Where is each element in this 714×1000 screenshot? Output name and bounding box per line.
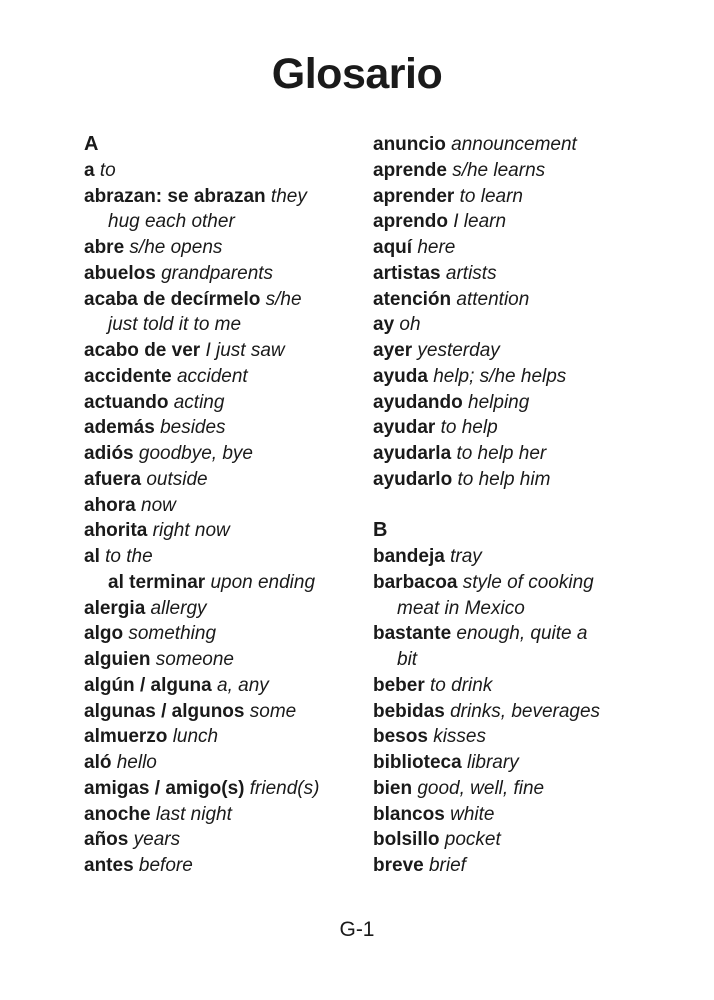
blank-line <box>373 493 600 519</box>
entry-definition: yesterday <box>417 340 500 361</box>
glossary-entry <box>373 338 600 364</box>
entry-definition: just told it to me <box>108 314 242 336</box>
glossary-entry <box>84 621 319 647</box>
entry-definition: upon ending <box>210 571 316 593</box>
glossary-entry <box>84 415 319 441</box>
entry-term: atención <box>373 288 452 310</box>
entry-term: aquí <box>373 237 413 258</box>
entry-definition: years <box>133 829 181 851</box>
entry-term: abre <box>84 237 125 258</box>
entry-term: aprender <box>373 185 455 207</box>
glossary-entry <box>373 544 600 570</box>
entry-term: alguien <box>84 649 151 670</box>
entry-term: abuelos <box>84 262 156 284</box>
glossary-entry <box>373 390 600 416</box>
entry-definition: someone <box>155 649 234 670</box>
entry-term: besos <box>373 726 428 748</box>
entry-definition: I just saw <box>205 340 285 361</box>
glossary-entry <box>373 467 600 493</box>
entry-term: ayudarlo <box>373 468 453 490</box>
entry-definition: here <box>417 237 456 258</box>
glossary-entry <box>373 699 600 725</box>
entry-term: algunas / algunos <box>84 700 245 722</box>
entry-term: ayuda <box>373 365 428 387</box>
glossary-entry <box>373 570 600 596</box>
entry-term: ayudar <box>373 417 436 439</box>
entry-definition: last night <box>155 803 232 825</box>
glossary-entry <box>84 390 319 416</box>
glossary-entry <box>373 827 600 853</box>
entry-definition: to help him <box>457 468 551 490</box>
glossary-entry-continuation <box>84 312 319 338</box>
entry-definition: outside <box>146 468 208 490</box>
entry-definition: drinks, beverages <box>450 700 601 722</box>
glossary-entry <box>84 802 319 828</box>
glossary-entry <box>84 158 319 184</box>
entry-term: beber <box>373 674 425 696</box>
entry-term: al <box>84 546 100 567</box>
glossary-entry-continuation <box>373 596 600 622</box>
entry-definition: right now <box>152 520 230 542</box>
entry-term: amigas / amigo(s) <box>84 777 245 799</box>
glossary-entry <box>84 853 319 879</box>
entry-term: ayudarla <box>373 443 452 464</box>
entry-definition: style of cooking <box>462 571 594 593</box>
glossary-column-right <box>373 132 600 879</box>
entry-definition: something <box>128 623 217 645</box>
entry-definition: s/he learns <box>452 159 546 181</box>
entry-definition: white <box>450 803 495 825</box>
entry-term: aprende <box>373 159 447 181</box>
glossary-entry <box>373 724 600 750</box>
glossary-entry <box>373 673 600 699</box>
glossary-entry <box>84 647 319 673</box>
entry-term: aprendo <box>373 211 448 233</box>
entry-term: ayer <box>373 340 413 361</box>
entry-definition: some <box>249 700 297 722</box>
page-number: G-1 <box>339 918 375 941</box>
glossary-entry <box>84 673 319 699</box>
glossary-entry <box>373 415 600 441</box>
entry-definition: artists <box>445 262 497 284</box>
glossary-entry <box>84 338 319 364</box>
entry-definition: they <box>270 185 307 207</box>
glossary-entry <box>373 312 600 338</box>
entry-definition: besides <box>160 417 226 439</box>
glossary-entry <box>373 158 600 184</box>
entry-term: ay <box>373 314 395 336</box>
entry-definition: to help her <box>456 443 547 464</box>
glossary-entry <box>84 261 319 287</box>
glossary-entry <box>84 518 319 544</box>
entry-definition: brief <box>428 855 466 876</box>
entry-definition: enough, quite a <box>456 623 588 645</box>
entry-term: al terminar <box>108 571 206 593</box>
entry-definition: allergy <box>150 597 207 619</box>
entry-term: ahora <box>84 494 136 516</box>
entry-definition: lunch <box>172 726 219 748</box>
entry-term: algún / alguna <box>84 674 212 696</box>
entry-term: artistas <box>373 262 441 284</box>
glossary-entry-continuation <box>373 647 600 673</box>
entry-term: bandeja <box>373 546 445 567</box>
entry-term: además <box>84 417 155 439</box>
entry-definition: helping <box>468 391 530 413</box>
entry-definition: good, well, fine <box>417 777 545 799</box>
entry-term: breve <box>373 855 424 876</box>
entry-definition: s/he opens <box>129 237 223 258</box>
entry-term: anuncio <box>373 134 446 155</box>
glossary-entry <box>373 184 600 210</box>
page-title: Glosario <box>271 50 443 98</box>
entry-term: antes <box>84 855 134 876</box>
entry-term: accidente <box>84 365 172 387</box>
entry-term: alergia <box>84 597 146 619</box>
entry-definition: library <box>466 752 519 773</box>
entry-term: actuando <box>84 391 169 413</box>
glossary-entry <box>373 364 600 390</box>
entry-term: bien <box>373 777 413 799</box>
entry-term: algo <box>84 623 124 645</box>
entry-term: biblioteca <box>373 752 462 773</box>
glossary-entry <box>84 750 319 776</box>
glossary-entry <box>373 235 600 261</box>
entry-term: a <box>84 159 95 181</box>
glossary-entry <box>84 184 319 210</box>
glossary-entry <box>373 621 600 647</box>
entry-definition: hug each other <box>108 211 235 233</box>
entry-definition: bit <box>397 649 418 670</box>
entry-term: abrazan: se abrazan <box>84 185 266 207</box>
glossary-entry <box>373 287 600 313</box>
glossary-entry <box>373 802 600 828</box>
entry-term: acaba de decírmelo <box>84 288 261 310</box>
entry-definition: acting <box>173 391 225 413</box>
entry-term: bebidas <box>373 700 445 722</box>
entry-definition: meat in Mexico <box>397 597 525 619</box>
entry-term: ayudando <box>373 391 463 413</box>
glossary-entry <box>373 776 600 802</box>
entry-definition: announcement <box>451 134 577 155</box>
entry-definition: kisses <box>433 726 486 748</box>
glossary-entry <box>84 441 319 467</box>
entry-definition: oh <box>399 314 421 336</box>
glossary-entry <box>84 827 319 853</box>
glossary-entry <box>84 699 319 725</box>
entry-term: bolsillo <box>373 829 440 851</box>
entry-term: blancos <box>373 803 445 825</box>
glossary-entry <box>373 261 600 287</box>
entry-definition: to <box>99 159 116 181</box>
entry-definition: accident <box>176 365 248 387</box>
entry-term: afuera <box>84 468 142 490</box>
entry-term: años <box>84 829 129 851</box>
entry-definition: hello <box>116 752 157 773</box>
entry-definition: goodbye, bye <box>138 443 253 464</box>
glossary-column-left <box>84 132 319 879</box>
entry-term: aló <box>84 752 112 773</box>
glossary-entry <box>84 544 319 570</box>
entry-definition: friend(s) <box>249 777 320 799</box>
glossary-entry <box>84 570 319 596</box>
entry-definition: help; s/he helps <box>433 365 567 387</box>
section-heading: B <box>373 519 388 542</box>
glossary-entry <box>84 364 319 390</box>
section-heading: A <box>84 133 99 155</box>
entry-term: bastante <box>373 623 452 645</box>
glossary-entry <box>84 776 319 802</box>
entry-definition: to drink <box>430 674 493 696</box>
entry-definition: to help <box>440 417 498 439</box>
glossary-entry <box>373 441 600 467</box>
entry-definition: before <box>138 855 193 876</box>
glossary-entry <box>373 132 600 158</box>
entry-term: acabo de ver <box>84 340 201 361</box>
entry-definition: pocket <box>444 829 501 851</box>
entry-definition: a, any <box>217 674 269 696</box>
entry-term: barbacoa <box>373 571 458 593</box>
entry-definition: s/he <box>265 288 302 310</box>
entry-term: adiós <box>84 443 134 464</box>
glossary-entry <box>84 467 319 493</box>
entry-definition: to learn <box>459 185 523 207</box>
glossary-entry <box>84 235 319 261</box>
glossary-entry-continuation <box>84 209 319 235</box>
glossary-entry <box>84 596 319 622</box>
entry-definition: tray <box>450 546 482 567</box>
entry-term: almuerzo <box>84 726 168 748</box>
entry-definition: grandparents <box>161 262 274 284</box>
glossary-entry <box>84 724 319 750</box>
glossary-entry <box>373 853 600 879</box>
entry-definition: now <box>141 494 176 516</box>
entry-definition: attention <box>456 288 530 310</box>
entry-term: anoche <box>84 803 151 825</box>
glossary-entry <box>373 209 600 235</box>
glossary-entry <box>84 493 319 519</box>
glossary-entry <box>373 750 600 776</box>
entry-definition: I learn <box>453 211 507 233</box>
entry-definition: to the <box>105 546 153 567</box>
glossary-entry <box>84 287 319 313</box>
entry-term: ahorita <box>84 520 148 542</box>
